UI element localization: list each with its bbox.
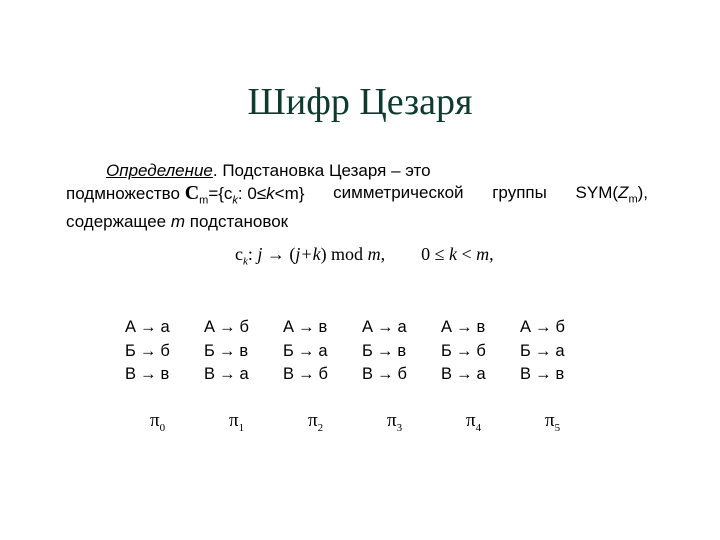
permutation-label-5: $\pi_5$	[545, 410, 561, 434]
mapping-source: В	[441, 365, 453, 383]
mapping-target: б	[555, 318, 565, 336]
permutation-mapping	[283, 340, 362, 364]
arrow-icon: →	[376, 341, 394, 360]
permutation-mapping	[441, 340, 520, 364]
definition-line-1: Определение. Подстановка Цезаря – это	[106, 161, 431, 180]
mapping-target: а	[476, 365, 486, 383]
permutation-mapping	[283, 316, 362, 340]
arrow-icon: →	[298, 365, 315, 383]
mapping-source: Б	[204, 341, 215, 360]
definition-term: Определение	[106, 161, 213, 180]
permutation-mapping	[362, 316, 441, 340]
caesar-formula: $c_k$: j → (j+k) mod m, 0 ≤ k < m,	[235, 244, 494, 268]
mapping-target: а	[160, 318, 170, 336]
mapping-source: В	[125, 365, 137, 383]
arrow-icon: →	[298, 318, 315, 336]
permutation-mapping	[520, 363, 599, 387]
arrow-icon: →	[219, 365, 236, 383]
permutation-label-0: $\pi_0$	[150, 410, 166, 434]
arrow-icon: →	[139, 341, 157, 360]
permutation-2	[283, 316, 362, 387]
mapping-source: Б	[520, 341, 531, 360]
mapping-source: А	[362, 318, 374, 336]
arrow-icon: →	[455, 341, 473, 360]
arrow-icon: →	[140, 318, 157, 336]
arrow-icon: →	[377, 318, 394, 336]
permutation-0	[125, 316, 204, 387]
mapping-target: в	[476, 318, 486, 336]
permutation-table	[125, 316, 599, 387]
permutation-mapping	[283, 363, 362, 387]
permutation-3	[362, 316, 441, 387]
permutation-labels	[150, 410, 624, 434]
mapping-target: в	[239, 341, 249, 360]
mapping-target: б	[239, 318, 249, 336]
mapping-target: б	[476, 341, 486, 360]
permutation-mapping	[204, 363, 283, 387]
permutation-1	[204, 316, 283, 387]
mapping-source: В	[362, 365, 374, 383]
mapping-source: Б	[362, 341, 373, 360]
mapping-source: А	[283, 318, 295, 336]
permutation-label-2: $\pi_2$	[308, 410, 324, 434]
mapping-target: а	[555, 341, 565, 360]
arrow-icon: →	[456, 318, 473, 336]
permutation-mapping	[362, 340, 441, 364]
permutation-mapping	[204, 340, 283, 364]
arrow-icon: →	[297, 341, 315, 360]
arrow-icon: →	[534, 341, 552, 360]
arrow-icon: →	[456, 365, 473, 383]
mapping-target: а	[397, 318, 407, 336]
permutation-mapping	[204, 316, 283, 340]
permutation-mapping	[125, 340, 204, 364]
permutation-mapping	[125, 316, 204, 340]
mapping-target: в	[397, 341, 407, 360]
mapping-source: А	[204, 318, 216, 336]
mapping-target: в	[160, 365, 170, 383]
permutation-mapping	[125, 363, 204, 387]
mapping-source: А	[441, 318, 453, 336]
permutation-mapping	[441, 363, 520, 387]
definition-paragraph	[66, 160, 666, 233]
permutation-4	[441, 316, 520, 387]
arrow-icon: →	[535, 318, 552, 336]
permutation-5	[520, 316, 599, 387]
definition-line-3: содержащее m подстановок	[66, 212, 289, 232]
mapping-target: б	[160, 341, 170, 360]
arrow-icon: →	[218, 341, 236, 360]
mapping-source: Б	[441, 341, 452, 360]
mapping-source: А	[125, 318, 137, 336]
mapping-source: А	[520, 318, 532, 336]
mapping-source: В	[283, 365, 295, 383]
permutation-label-3: $\pi_3$	[387, 410, 403, 434]
arrow-icon: →	[219, 318, 236, 336]
slide-title: Шифр Цезаря	[247, 81, 473, 123]
mapping-target: а	[318, 341, 328, 360]
permutation-label-4: $\pi_4$	[466, 410, 482, 434]
permutation-mapping	[362, 363, 441, 387]
mapping-target: а	[239, 365, 249, 383]
mapping-source: Б	[283, 341, 294, 360]
permutation-mapping	[520, 340, 599, 364]
mapping-target: б	[397, 365, 407, 383]
permutation-mapping	[520, 316, 599, 340]
permutation-mapping	[441, 316, 520, 340]
mapping-source: В	[520, 365, 532, 383]
mapping-target: в	[555, 365, 565, 383]
mapping-source: В	[204, 365, 216, 383]
mapping-target: в	[318, 318, 328, 336]
mapping-target: б	[318, 365, 328, 383]
arrow-icon: →	[140, 365, 157, 383]
permutation-label-1: $\pi_1$	[229, 410, 245, 434]
arrow-icon: →	[377, 365, 394, 383]
mapping-source: Б	[125, 341, 136, 360]
definition-line-2: подмножество $C_m=\{c_k$: 0≤k<m} симметрической группы $SYM(Z_m)$,	[66, 182, 648, 207]
arrow-icon: →	[535, 365, 552, 383]
